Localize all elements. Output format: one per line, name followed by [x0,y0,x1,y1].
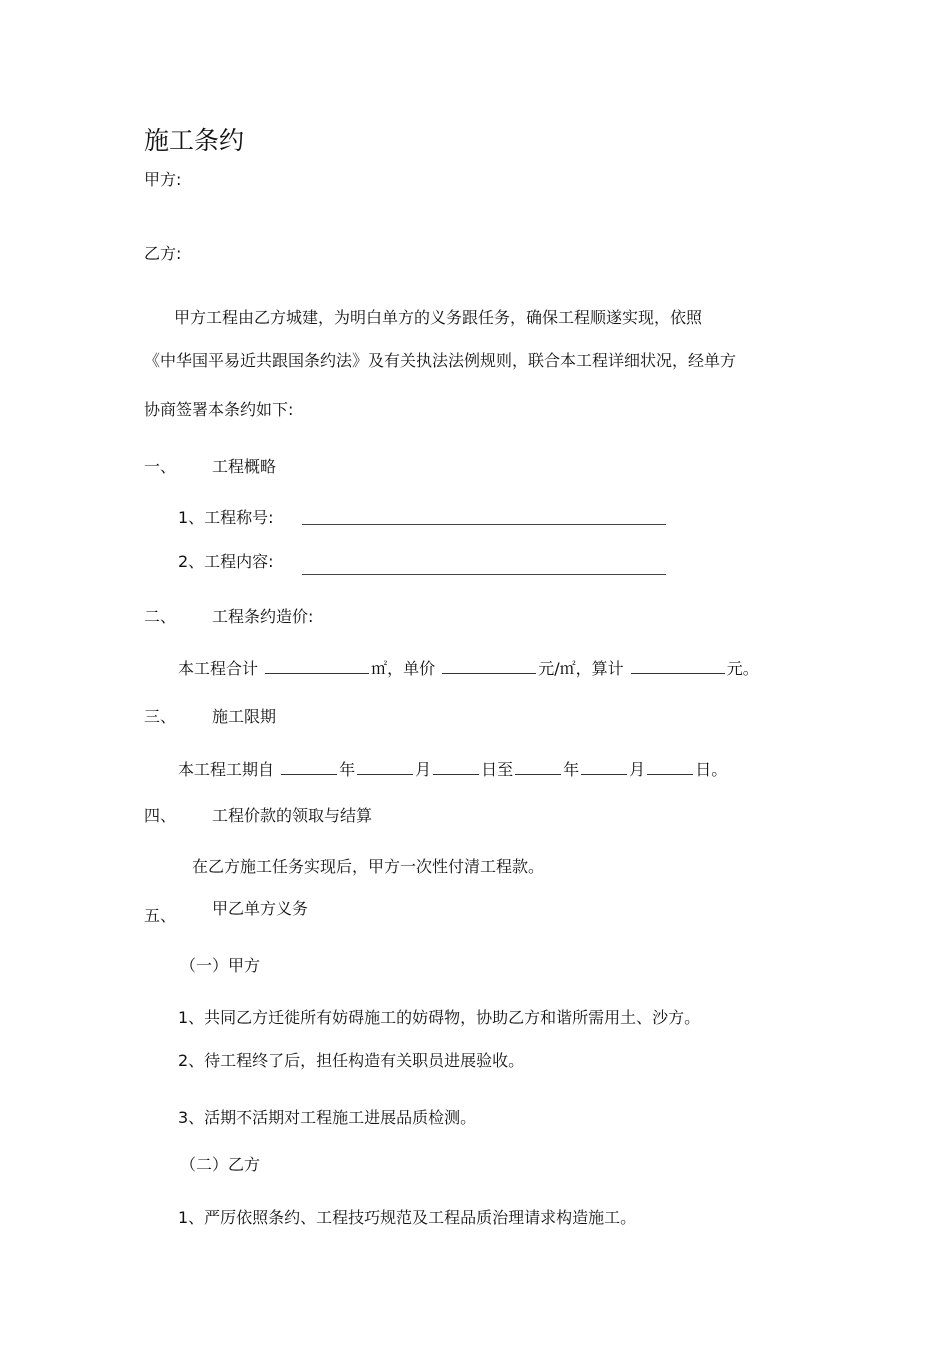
end-year-field[interactable] [515,759,561,775]
end-month-label: 月 [629,760,646,779]
project-name-label: 1、工程称号: [178,508,274,527]
payment-text: 在乙方施工任务实现后，甲方一次性付清工程款。 [192,857,545,876]
price-sum-label: 元/㎡，算计 [538,659,624,678]
duties-a-item-2: 2、待工程终了后，担任构造有关职员进展验收。 [178,1051,525,1070]
start-month-label: 月 [415,760,432,779]
project-content-label: 2、工程内容: [178,552,274,571]
start-year-label: 年 [339,760,356,779]
section-5-title: 甲乙单方义务 [212,899,309,918]
preamble-line-2: 《中华国平易近共跟国条约法》及有关执法法例规则，联合本工程详细状况，经单方 [144,351,737,370]
unit-price-field[interactable] [442,658,536,674]
duties-a-item-1: 1、共同乙方迁徙所有妨碍施工的妨碍物，协助乙方和谐所需用土、沙方。 [178,1008,701,1027]
preamble-line-3: 协商签署本条约如下: [144,400,294,419]
start-year-field[interactable] [281,759,337,775]
section-1-title: 工程概略 [212,457,277,476]
section-2-title: 工程条约造价: [212,607,314,626]
period-line [178,759,727,778]
price-unit-label: ㎡，单价 [371,659,436,678]
section-1-number: 一、 [144,457,177,476]
start-day-field[interactable] [433,759,479,775]
period-start-label: 本工程工期自 [178,760,275,779]
duties-a-heading: （一）甲方 [180,956,261,975]
section-3-title: 施工限期 [212,707,277,726]
price-line [178,658,759,677]
area-field[interactable] [265,658,369,674]
end-month-field[interactable] [581,759,627,775]
total-price-field[interactable] [631,658,725,674]
project-content-field[interactable] [302,574,666,575]
page-title: 施工条约 [144,126,245,155]
price-total-label: 本工程合计 [178,659,259,678]
section-3-number: 三、 [144,707,177,726]
duties-a-item-3: 3、活期不活期对工程施工进展品质检测。 [178,1108,477,1127]
duties-b-item-1: 1、严厉依照条约、工程技巧规范及工程品质治理请求构造施工。 [178,1208,637,1227]
end-year-label: 年 [563,760,580,779]
section-2-number: 二、 [144,607,177,626]
price-yuan-label: 元。 [726,659,759,678]
preamble-line-1: 甲方工程由乙方城建，为明白单方的义务跟任务，确保工程顺遂实现，依照 [174,308,703,327]
section-4-title: 工程价款的领取与结算 [212,806,373,825]
start-day-label: 日至 [481,760,514,779]
end-day-label: 日。 [695,760,728,779]
section-4-number: 四、 [144,806,177,825]
end-day-field[interactable] [647,759,693,775]
project-name-field[interactable] [302,524,666,525]
party-b-label: 乙方: [144,244,182,263]
start-month-field[interactable] [357,759,413,775]
section-5-number: 五、 [144,906,177,925]
party-a-label: 甲方: [144,170,182,189]
duties-b-heading: （二）乙方 [180,1155,261,1174]
